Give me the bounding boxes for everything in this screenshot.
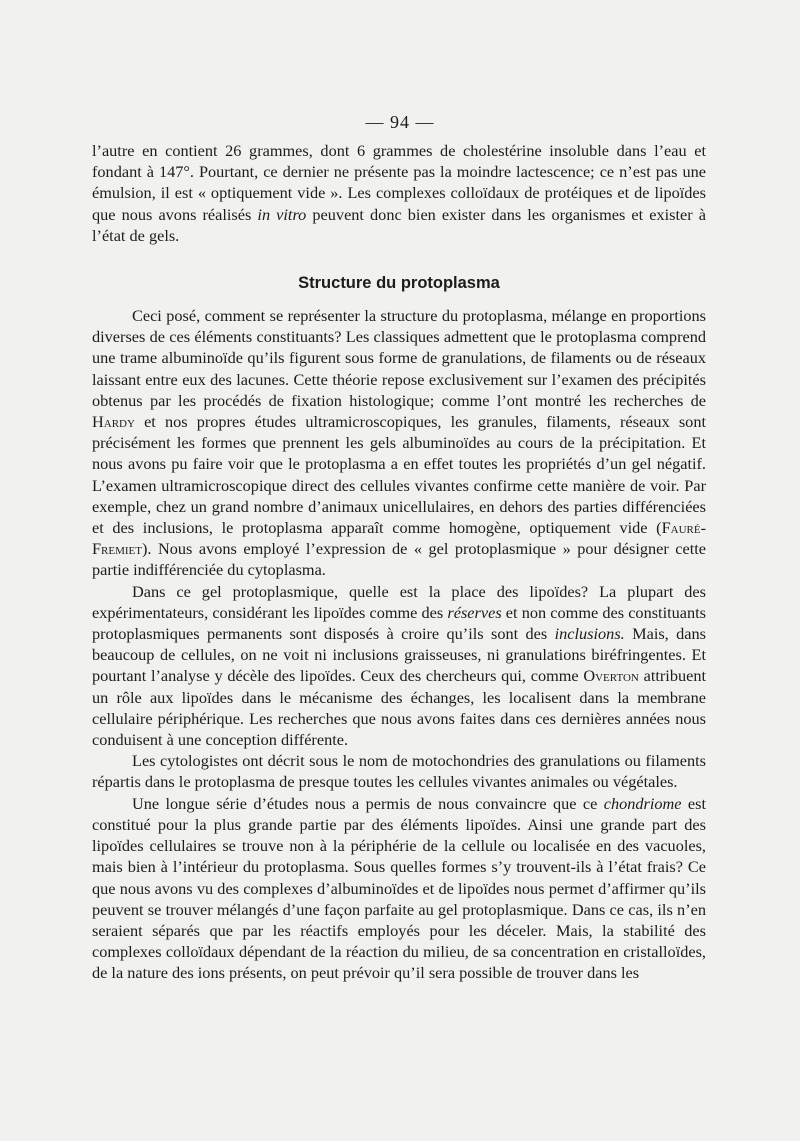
text-run: et nos propres études ultramicroscopiques, les granules, filaments, réseaux sont précisément les formes que prennent les gels albuminoïdes au cours de la précipitation. Et nous avons pu faire voir que le protoplasma a en effet toutes les propriétés d’un gel négatif. L’examen ultramicroscopique direct des cellules vivantes confirme cette manière de voir. Par exemple, chez un grand nombre d’animaux unicellulaires, en dehors des parties différenciées et des inclusions, le protoplasma apparaît comme homogène, optiquement vide ( [92,412,706,538]
text-run: attribuent un rôle aux lipoïdes dans le mécanisme des échanges, les localisent dans la membrane cellulaire périphérique. Les recherches que nous avons faites dans ces dernières années nous conduisent à une conception différente. [92,666,706,750]
italic-text: réserves [447,602,502,622]
italic-text: inclusions. [554,624,625,644]
text-run: et non comme des constituants protoplasmiques permanents sont disposés à croire qu’ils sont des [92,602,706,644]
page-number: — 94 — [365,112,435,132]
page-text [92,140,706,984]
author-name: Overton [583,666,639,686]
text-run: est constitué pour la plus grande partie par des éléments lipoïdes. Ainsi une grande part des lipoïdes cellulaires se trouve non à la périphérie de la cellule ou localisée en des vacuoles, mais bien à l’intérieur du protoplasma. Sous quelles formes s’y trouvent-ils à l’état frais? Ce que nous avons vu des complexes d’albuminoïdes et de lipoïdes nous permet d’affirmer qu’ils peuvent se trouver mélangés d’une façon parfaite au gel protoplasmique. Dans ce cas, ils n’en seraient séparés que par les réactifs employés pour les déceler. Mais, la stabilité des complexes colloïdaux dépendant de la réaction du milieu, de sa concentration en cristalloïdes, de la nature des ions présents, on peut prévoir qu’il sera possible de trouver dans les [92,793,707,983]
text-run: l’autre en contient 26 grammes, dont 6 grammes de cholestérine insoluble dans l’eau et fondant à 147°. Pourtant, ce dernier ne présente pas la moindre lactescence; ce n’est pas une émulsion, il est « optiquement vide ». Les complexes colloïdaux de protéiques et de lipoïdes que nous avons réalisés [92,141,706,224]
paragraph-chondriome [92,793,706,984]
text-run: Une longue série d’études nous a permis de nous convaincre que ce [132,793,604,813]
paragraph-motochondries [92,750,706,792]
text-run: peuvent donc bien exister dans les organismes et exister à l’état de gels. [92,204,706,245]
text-run: ). Nous avons employé l’expression de « gel protoplasmique » pour désigner cette partie indifférenciée du cytoplasma. [92,539,706,580]
italic-text: chondriome [603,793,682,813]
text-run: Mais, dans beaucoup de cellules, on ne voit ni inclusions graisseuses, ni granulations biréfringentes. Et pourtant l’analyse y décèle des lipoïdes. Ceux des chercheurs qui, comme [92,624,706,686]
text-run: Dans ce gel protoplasmique, quelle est la place des lipoïdes? La plupart des expérimentateurs, considérant les lipoïdes comme des [92,581,706,622]
author-name: Fauré-Fremiet [92,518,706,559]
author-name: Hardy [92,412,135,432]
section-heading: Structure du protoplasma [298,274,500,293]
text-run: Ceci posé, comment se représenter la structure du protoplasma, mélange en proportions diverses de ces éléments constituants? Les classiques admettent que le protoplasma comprend une trame albuminoïde qu’ils figurent sous forme de granulations, de filaments ou de réseaux laissant entre eux des lacunes. Cette théorie repose exclusivement sur l’examen des précipités obtenus par les procédés de fixation histologique; comme l’ont montré les recherches de [92,306,706,410]
paragraph-continuation [92,140,706,246]
paragraph-structure-intro [92,305,706,581]
text-run: Les cytologistes ont décrit sous le nom de motochondries des granulations ou filaments répartis dans le protoplasma de presque toutes les cellules vivantes animales ou végétales. [92,751,706,792]
paragraph-lipoides-place [92,581,706,751]
italic-text: in vitro [257,204,307,224]
